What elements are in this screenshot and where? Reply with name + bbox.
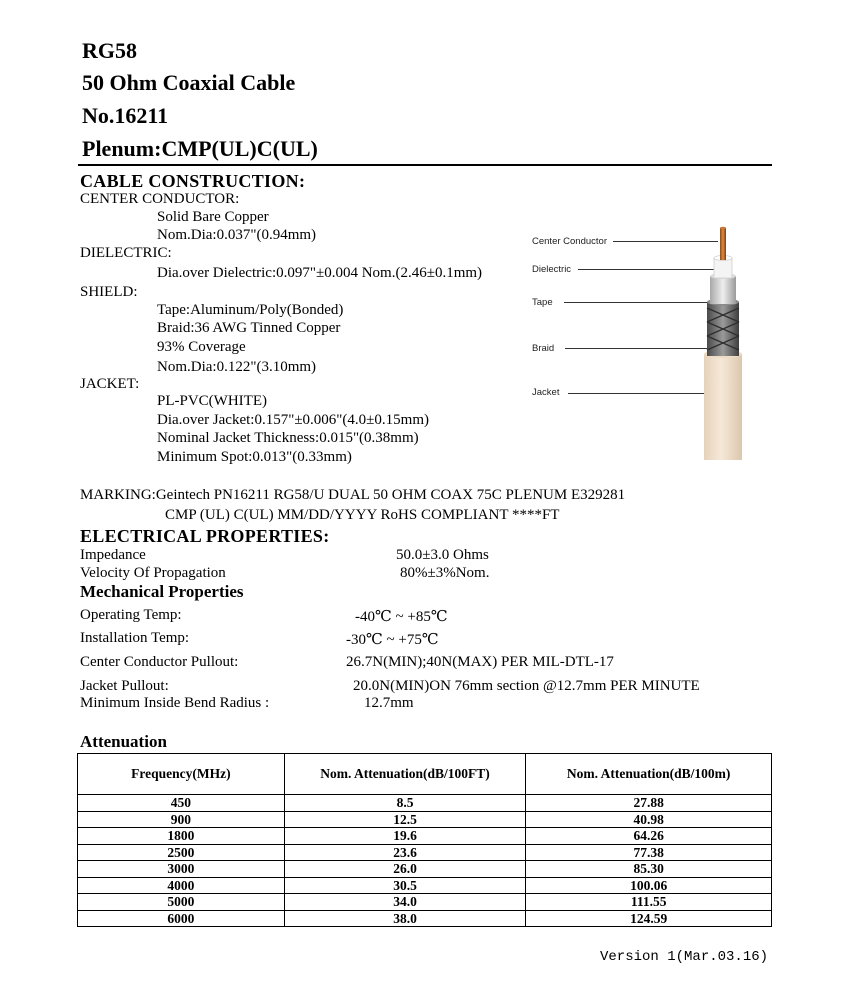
table-cell: 4000 xyxy=(78,877,285,894)
table-cell: 26.0 xyxy=(284,861,526,878)
operating-temp-value: -40℃ ~ +85℃ xyxy=(355,609,448,625)
table-cell: 900 xyxy=(78,811,285,828)
jacket-label: JACKET: xyxy=(80,376,140,392)
jacket-pullout-value: 20.0N(MIN)ON 76mm section @12.7mm PER MINUTE xyxy=(353,678,700,694)
mechanical-properties-heading: Mechanical Properties xyxy=(80,582,244,601)
table-cell: 450 xyxy=(78,795,285,812)
product-name: 50 Ohm Coaxial Cable xyxy=(82,70,296,95)
table-row xyxy=(78,894,772,911)
table-cell: 64.26 xyxy=(526,828,772,845)
table-cell: 77.38 xyxy=(526,844,772,861)
table-cell: 40.98 xyxy=(526,811,772,828)
table-cell: 34.0 xyxy=(284,894,526,911)
table-cell: 38.0 xyxy=(284,910,526,927)
center-conductor-label: CENTER CONDUCTOR: xyxy=(80,191,240,207)
product-code: RG58 xyxy=(82,38,137,63)
diagram-label-dielectric: Dielectric xyxy=(532,264,572,275)
diagram-label-braid: Braid xyxy=(532,343,555,354)
attenuation-table xyxy=(77,753,772,927)
table-row xyxy=(78,811,772,828)
impedance-label: Impedance xyxy=(80,547,146,563)
dielectric-label: DIELECTRIC: xyxy=(80,245,172,261)
dielectric-layer xyxy=(714,258,732,278)
table-header-row xyxy=(78,754,772,795)
table-cell: 12.5 xyxy=(284,811,526,828)
leader-line xyxy=(564,302,712,303)
leader-line xyxy=(565,348,707,349)
spec-line: PL-PVC(WHITE) xyxy=(157,393,267,409)
table-cell: 23.6 xyxy=(284,844,526,861)
table-row xyxy=(78,828,772,845)
table-cell: 100.06 xyxy=(526,877,772,894)
velocity-label: Velocity Of Propagation xyxy=(80,565,226,581)
diagram-label-center-conductor: Center Conductor xyxy=(532,236,607,247)
jacket-pullout-label: Jacket Pullout: xyxy=(80,678,169,694)
table-row xyxy=(78,795,772,812)
table-row xyxy=(78,844,772,861)
spec-line: 93% Coverage xyxy=(157,339,246,355)
velocity-value: 80%±3%Nom. xyxy=(400,565,490,581)
table-cell: 3000 xyxy=(78,861,285,878)
table-cell: 111.55 xyxy=(526,894,772,911)
conductor-pullout-value: 26.7N(MIN);40N(MAX) PER MIL-DTL-17 xyxy=(346,654,614,670)
table-row xyxy=(78,877,772,894)
spec-line: Minimum Spot:0.013"(0.33mm) xyxy=(157,449,352,465)
table-cell: 5000 xyxy=(78,894,285,911)
table-cell: 27.88 xyxy=(526,795,772,812)
spec-line: Solid Bare Copper xyxy=(157,209,269,225)
frequency-header: Frequency(MHz) xyxy=(78,754,285,795)
attenuation-heading: Attenuation xyxy=(80,732,167,751)
bend-radius-value: 12.7mm xyxy=(364,695,414,711)
marking-line-2: CMP (UL) C(UL) MM/DD/YYYY RoHS COMPLIANT ****FT xyxy=(165,507,560,523)
table-cell: 1800 xyxy=(78,828,285,845)
plenum-rating: Plenum:CMP(UL)C(UL) xyxy=(82,136,318,161)
coax-cable-illustration xyxy=(695,224,750,460)
spec-line: Braid:36 AWG Tinned Copper xyxy=(157,320,341,336)
spec-line: Nom.Dia:0.037"(0.94mm) xyxy=(157,227,317,243)
installation-temp-label: Installation Temp: xyxy=(80,630,190,646)
center-conductor xyxy=(720,228,726,260)
spec-line: Tape:Aluminum/Poly(Bonded) xyxy=(157,302,344,318)
table-cell: 19.6 xyxy=(284,828,526,845)
operating-temp-label: Operating Temp: xyxy=(80,607,182,623)
conductor-pullout-label: Center Conductor Pullout: xyxy=(80,654,239,670)
version-stamp: Version 1(Mar.03.16) xyxy=(600,949,769,965)
table-cell: 6000 xyxy=(78,910,285,927)
shield-label: SHIELD: xyxy=(80,284,138,300)
header-divider xyxy=(78,164,772,166)
table-cell: 8.5 xyxy=(284,795,526,812)
impedance-value: 50.0±3.0 Ohms xyxy=(396,547,489,563)
spec-line: Nom.Dia:0.122"(3.10mm) xyxy=(157,359,317,375)
part-number: No.16211 xyxy=(82,103,169,128)
table-row xyxy=(78,861,772,878)
diagram-label-tape: Tape xyxy=(532,297,553,308)
table-cell: 30.5 xyxy=(284,877,526,894)
table-cell: 124.59 xyxy=(526,910,772,927)
cable-construction-heading: CABLE CONSTRUCTION: xyxy=(80,171,306,191)
diagram-label-jacket: Jacket xyxy=(532,387,560,398)
table-cell: 85.30 xyxy=(526,861,772,878)
spec-line: Nominal Jacket Thickness:0.015"(0.38mm) xyxy=(157,430,419,446)
tape-layer xyxy=(710,276,736,304)
attenuation-100m-header: Nom. Attenuation(dB/100m) xyxy=(526,754,772,795)
spec-line: Dia.over Jacket:0.157"±0.006"(4.0±0.15mm) xyxy=(157,412,429,428)
table-row xyxy=(78,910,772,927)
electrical-properties-heading: ELECTRICAL PROPERTIES: xyxy=(80,526,330,546)
jacket-layer xyxy=(704,354,742,460)
installation-temp-value: -30℃ ~ +75℃ xyxy=(346,632,439,648)
attenuation-100ft-header: Nom. Attenuation(dB/100FT) xyxy=(284,754,526,795)
marking-line-1: MARKING:Geintech PN16211 RG58/U DUAL 50 OHM COAX 75C PLENUM E329281 xyxy=(80,487,626,503)
table-cell: 2500 xyxy=(78,844,285,861)
bend-radius-label: Minimum Inside Bend Radius : xyxy=(80,695,270,711)
leader-line xyxy=(568,393,706,394)
spec-line: Dia.over Dielectric:0.097"±0.004 Nom.(2.46±0.1mm) xyxy=(157,265,483,281)
